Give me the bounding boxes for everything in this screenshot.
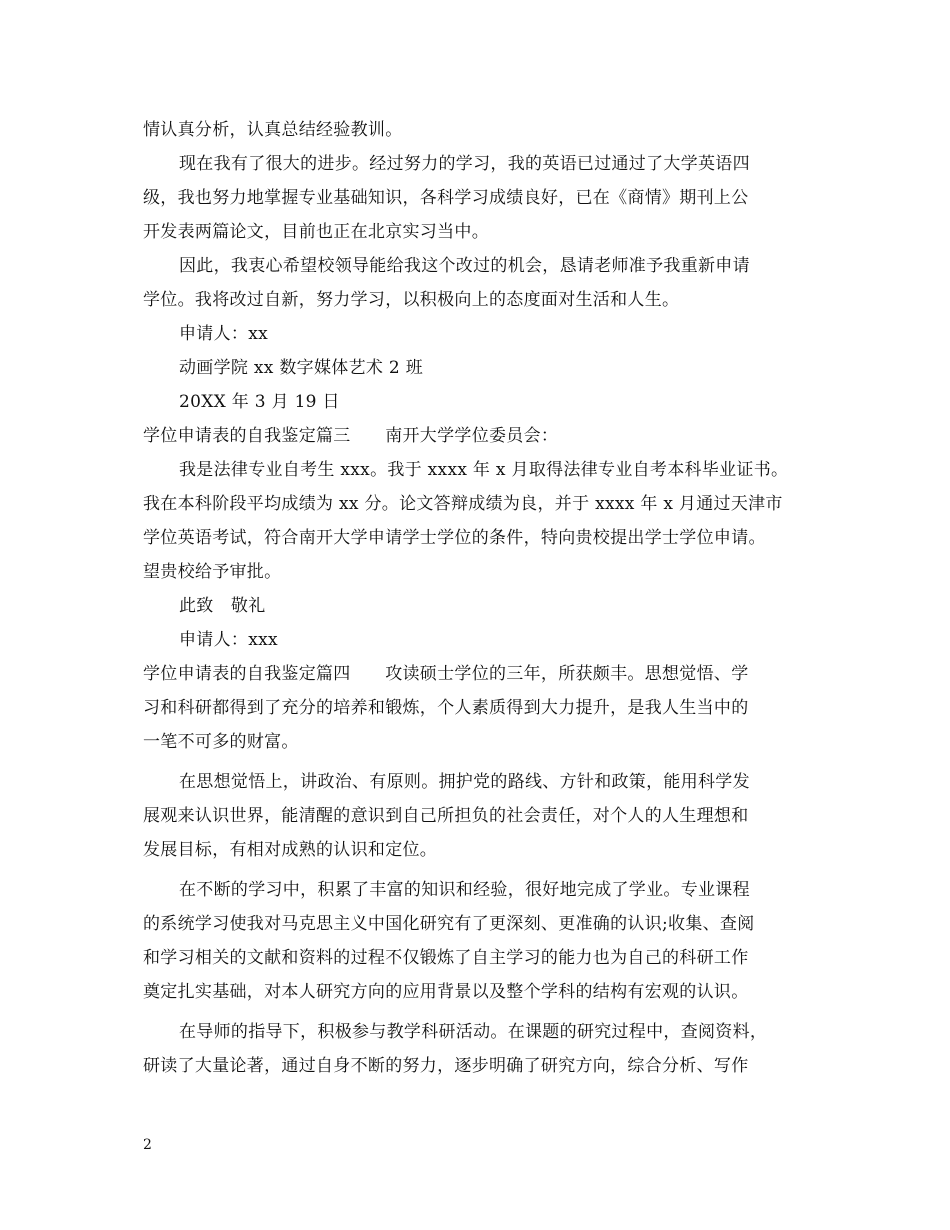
text-line: 申请人：xxx — [179, 630, 278, 650]
text-line: 因此，我衷心希望校领导能给我这个改过的机会，恳请老师准予我重新申请 — [179, 256, 750, 276]
text-line: 现在我有了很大的进步。经过努力的学习，我的英语已过通过了大学英语四 — [179, 154, 750, 174]
text-line: 发展目标，有相对成熟的认识和定位。 — [143, 840, 438, 860]
text-line: 习和科研都得到了充分的培养和锻炼，个人素质得到大力提升，是我人生当中的 — [143, 698, 749, 718]
text-line: 一笔不可多的财富。 — [143, 732, 299, 752]
text-line: 20XX 年 3 月 19 日 — [179, 392, 340, 412]
page-number: 2 — [143, 1137, 152, 1153]
text-line: 在思想觉悟上，讲政治、有原则。拥护党的路线、方针和政策，能用科学发 — [179, 772, 750, 792]
text-line: 学位申请表的自我鉴定篇三 南开大学学位委员会： — [143, 426, 559, 446]
text-line: 学位。我将改过自新，努力学习，以积极向上的态度面对生活和人生。 — [143, 290, 680, 310]
text-line: 申请人：xx — [179, 324, 268, 344]
text-line: 的系统学习使我对马克思主义中国化研究有了更深刻、更准确的认识;收集、查阅 — [143, 914, 755, 934]
text-line: 研读了大量论著，通过自身不断的努力，逐步明确了研究方向，综合分析、写作 — [143, 1056, 749, 1076]
text-line: 我是法律专业自考生 xxx。我于 xxxx 年 x 月取得法律专业自考本科毕业证书。 — [179, 460, 789, 480]
text-line: 和学习相关的文献和资料的过程不仅锻炼了自主学习的能力也为自己的科研工作 — [143, 948, 749, 968]
text-line: 望贵校给予审批。 — [143, 562, 282, 582]
text-line: 展观来认识世界，能清醒的意识到自己所担负的社会责任，对个人的人生理想和 — [143, 806, 749, 826]
text-line: 级，我也努力地掌握专业基础知识，各科学习成绩良好，已在《商情》期刊上公 — [143, 188, 749, 208]
text-line: 奠定扎实基础，对本人研究方向的应用背景以及整个学科的结构有宏观的认识。 — [143, 982, 749, 1002]
text-line: 我在本科阶段平均成绩为 xx 分。论文答辩成绩为良，并于 xxxx 年 x 月通过天津市 — [143, 494, 783, 514]
document-body — [143, 113, 823, 1083]
text-line: 开发表两篇论文，目前也正在北京实习当中。 — [143, 222, 489, 242]
text-line: 在导师的指导下，积极参与教学科研活动。在课题的研究过程中，查阅资料， — [179, 1022, 768, 1042]
text-line: 学位申请表的自我鉴定篇四 攻读硕士学位的三年，所获颇丰。思想觉悟、学 — [143, 664, 749, 684]
text-line: 动画学院 xx 数字媒体艺术 2 班 — [179, 358, 424, 378]
text-line: 学位英语考试，符合南开大学申请学士学位的条件，特向贵校提出学士学位申请。 — [143, 528, 766, 548]
text-line: 此致 敬礼 — [179, 596, 266, 616]
text-line: 情认真分析，认真总结经验教训。 — [143, 120, 403, 140]
text-line: 在不断的学习中，积累了丰富的知识和经验，很好地完成了学业。专业课程 — [179, 880, 750, 900]
